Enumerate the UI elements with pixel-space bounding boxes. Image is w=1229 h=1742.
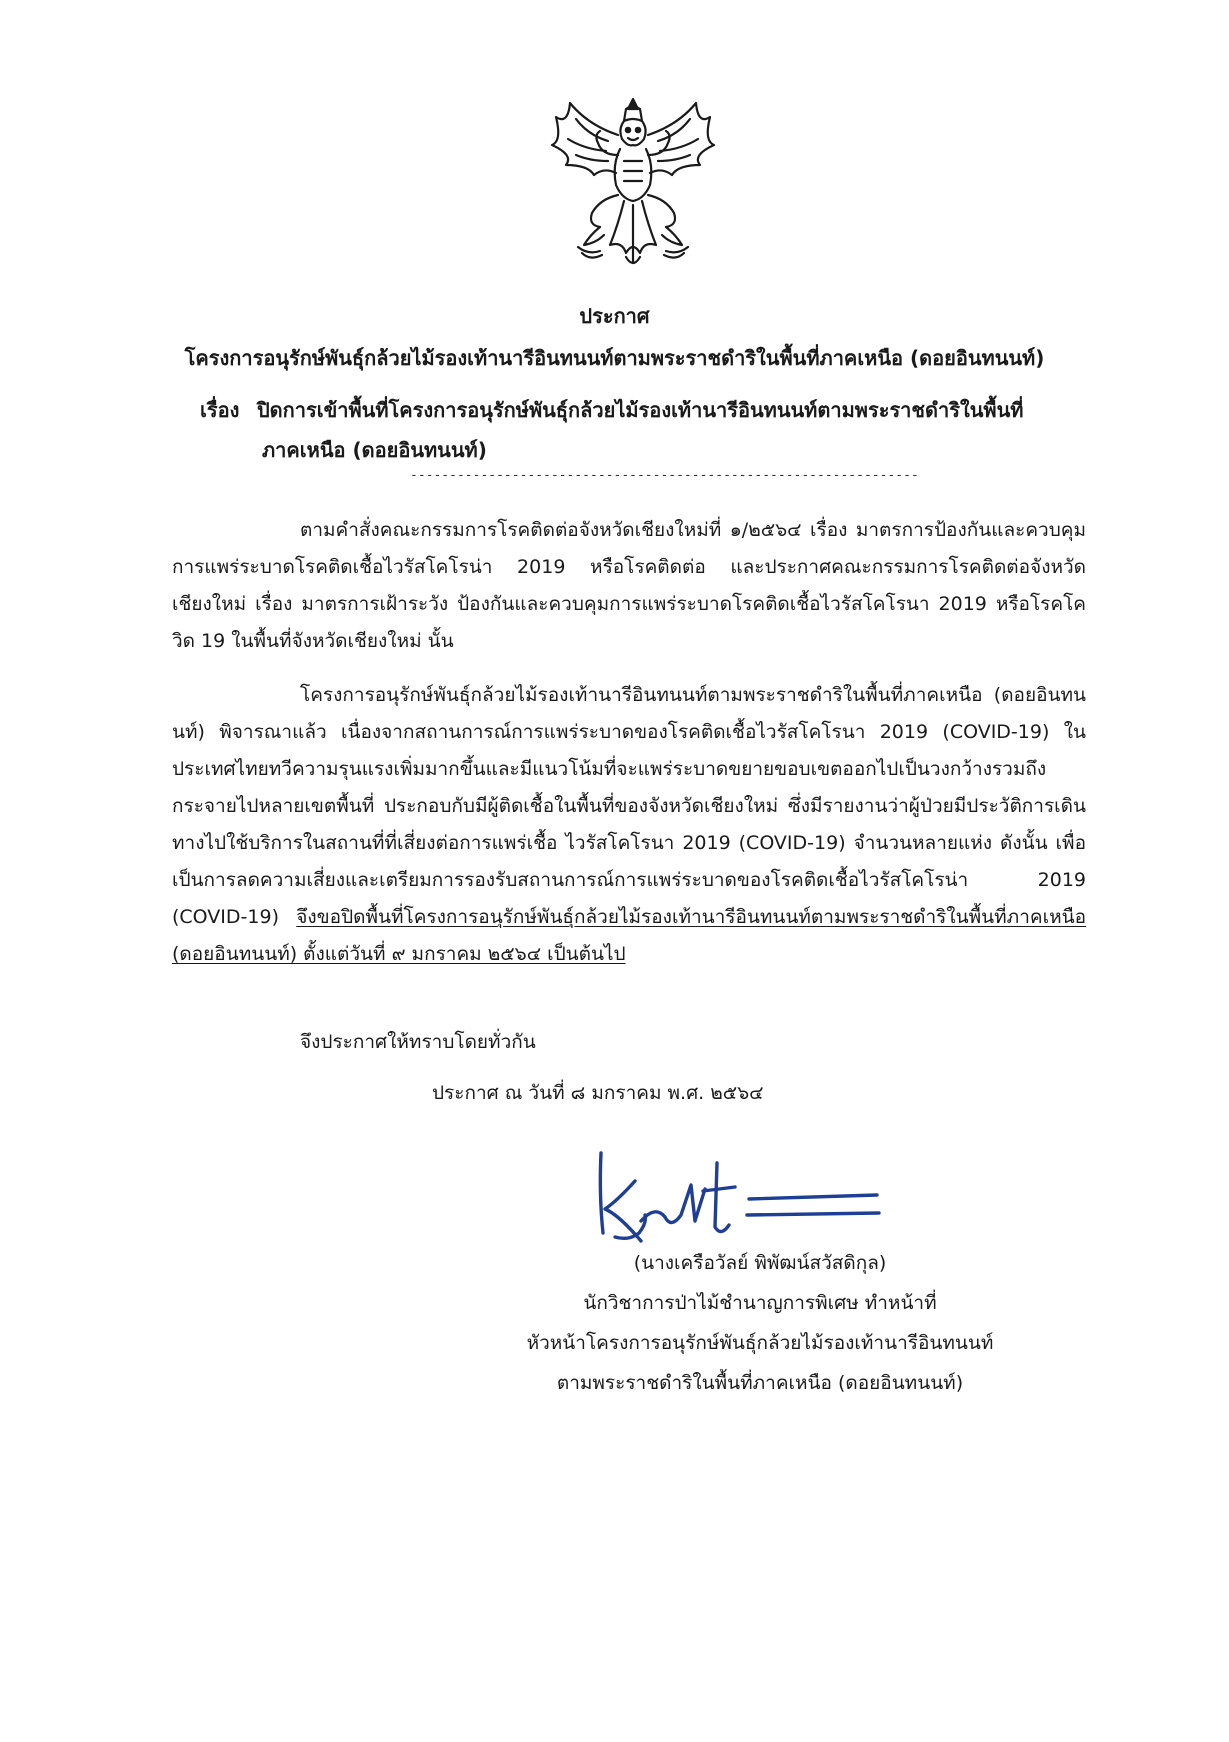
subject-block (200, 390, 1100, 470)
organization-name: โครงการอนุรักษ์พันธุ์กล้วยไม้รองเท้านารีอินทนนท์ตามพระราชดำริในพื้นที่ภาคเหนือ (ดอยอินทนนท์) (184, 346, 1045, 370)
signatory-block (450, 1243, 1070, 1403)
signatory-position-2: หัวหน้าโครงการอนุรักษ์พันธุ์กล้วยไม้รองเท้านารีอินทนนท์ (526, 1332, 994, 1354)
signatory-name: (นางเครือวัลย์ พิพัฒน์สวัสดิกุล) (633, 1252, 887, 1274)
subject-label: เรื่อง (200, 398, 240, 422)
subject-line-2: ภาคเหนือ (ดอยอินทนนท์) (262, 438, 487, 462)
body-paragraph-2 (172, 677, 1086, 973)
divider-line: ----------------------------------------------------------------- (410, 468, 919, 483)
announcement-title: ประกาศ (579, 304, 650, 328)
signatory-position-3: ตามพระราชดำริในพื้นที่ภาคเหนือ (ดอยอินทนนท์) (556, 1372, 964, 1394)
body-paragraph-1 (172, 512, 1086, 660)
subject-line-1: ปิดการเข้าพื้นที่โครงการอนุรักษ์พันธุ์กล้วยไม้รองเท้านารีอินทนนท์ตามพระราชดำริในพื้นที่ (256, 398, 1024, 422)
handwritten-signature (595, 1145, 885, 1255)
closing-statement: จึงประกาศให้ทราบโดยทั่วกัน (300, 1031, 536, 1053)
paragraph-1-text: ตามคำสั่งคณะกรรมการโรคติดต่อจังหวัดเชียงใหม่ที่ ๑/๒๕๖๔ เรื่อง มาตรการป้องกันและควบคุมการแพร่ระบาดโรคติดเชื้อไวรัสโคโรน่า 2019 หรือโรคติดต่อ และประกาศคณะกรรมการโรคติดต่อจังหวัดเชียงใหม่ เรื่อง มาตรการเฝ้าระวัง ป้องกันและควบคุมการแพร่ระบาดโรคติดเชื้อไวรัสโคโรนา 2019 หรือโรคโควิด 19 ในพื้นที่จังหวัดเชียงใหม่ นั้น (172, 519, 1086, 652)
signatory-position-1: นักวิชาการป่าไม้ชำนาญการพิเศษ ทำหน้าที่ (583, 1292, 937, 1314)
closure-notice-emphasis: จึงขอปิดพื้นที่โครงการอนุรักษ์พันธุ์กล้วยไม้รองเท้านารีอินทนนท์ตามพระราชดำริในพื้นที่ภาคเหนือ (ดอยอินทนนท์) ตั้งแต่วันที่ ๙ มกราคม ๒๕๖๔ เป็นต้นไป (172, 906, 1086, 965)
announcement-date: ประกาศ ณ วันที่ ๘ มกราคม พ.ศ. ๒๕๖๔ (432, 1082, 764, 1104)
garuda-emblem-icon (548, 95, 718, 270)
paragraph-2-text: โครงการอนุรักษ์พันธุ์กล้วยไม้รองเท้านารีอินทนนท์ตามพระราชดำริในพื้นที่ภาคเหนือ (ดอยอินทนนท์) พิจารณาแล้ว เนื่องจากสถานการณ์การแพร่ระบาดของโรคติดเชื้อไวรัสโคโรนา 2019 (COVID-19) ในประเทศไทยทวีความรุนแรงเพิ่มมากขึ้นและมีแนวโน้มที่จะแพร่ระบาดขยายขอบเขตออกไปเป็นวงกว้างรวมถึงกระจายไปหลายเขตพื้นที่ ประกอบกับมีผู้ติดเชื้อในพื้นที่ของจังหวัดเชียงใหม่ ซึ่งมีรายงานว่าผู้ป่วยมีประวัติการเดินทางไปใช้บริการในสถานที่ที่เสี่ยงต่อการแพร่เชื้อ ไวรัสโคโรนา 2019 (COVID-19) จำนวนหลายแห่ง ดังนั้น เพื่อเป็นการลดความเสี่ยงและเตรียมการรองรับสถานการณ์การแพร่ระบาดของโรคติดเชื้อไวรัสโคโรน่า 2019 (COVID-19) (172, 684, 1086, 928)
